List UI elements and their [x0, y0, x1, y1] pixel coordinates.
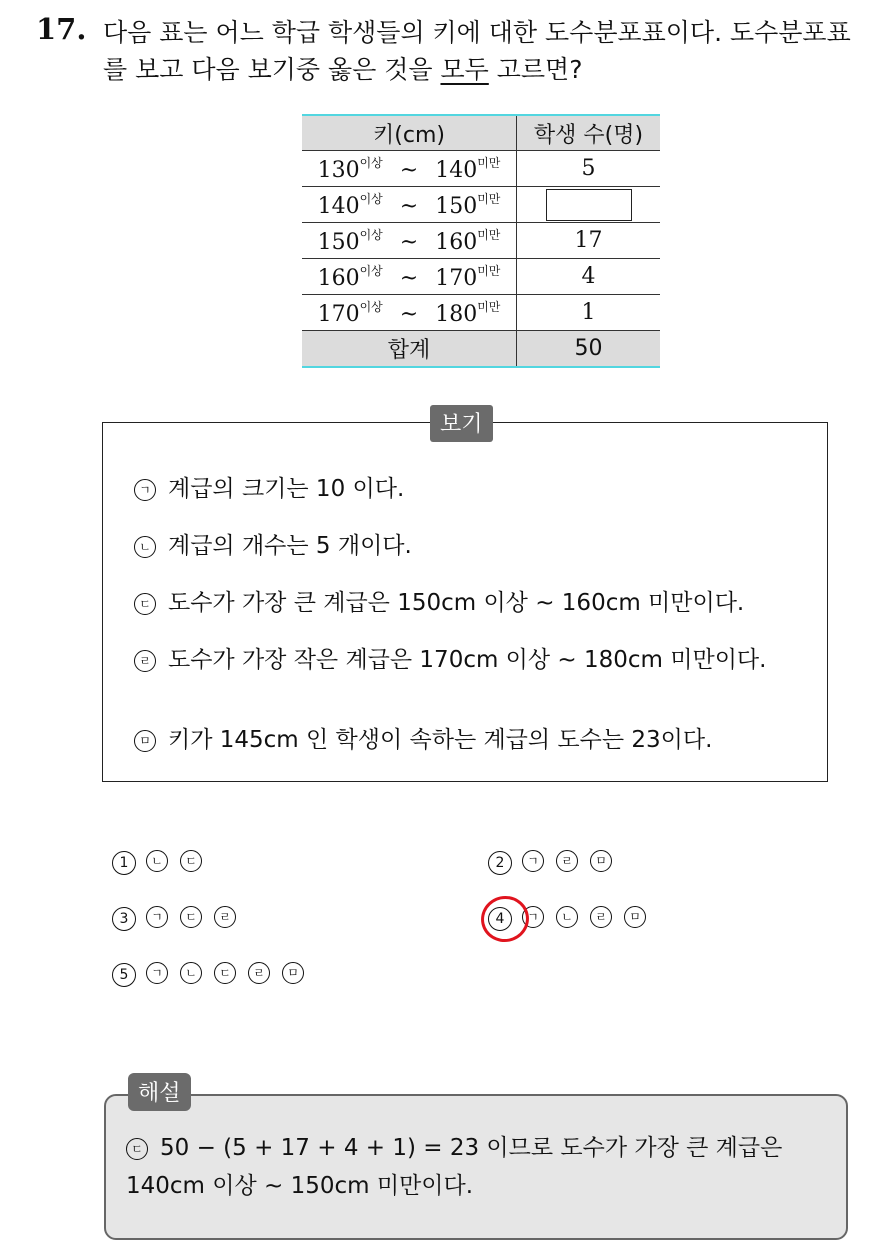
class-interval — [302, 187, 517, 223]
header-height: 키(cm) — [302, 115, 517, 151]
class-interval — [302, 259, 517, 295]
question-text-part: 고르면? — [488, 55, 583, 84]
statement-mark: ㄱ — [134, 479, 156, 501]
choice-mark: ㅁ — [624, 906, 646, 928]
total-label: 합계 — [302, 331, 517, 368]
choice-mark: ㄴ — [180, 962, 202, 984]
answer-choice[interactable] — [488, 848, 624, 875]
statement-text: 계급의 크기는 10 이다. — [168, 476, 405, 502]
statement-text: 키가 145cm 인 학생이 속하는 계급의 도수는 23이다. — [168, 727, 713, 753]
interval-to: 180 — [435, 302, 478, 327]
choice-mark: ㄹ — [248, 962, 270, 984]
choice-number: 3 — [112, 907, 136, 931]
choice-mark: ㄴ — [556, 906, 578, 928]
statement-text: 도수가 가장 큰 계급은 150cm 이상 ~ 160cm 미만이다. — [168, 590, 745, 616]
answer-choice[interactable] — [112, 904, 248, 931]
bogi-statement — [134, 643, 794, 677]
answer-choice[interactable] — [112, 960, 316, 987]
choice-number: 1 — [112, 851, 136, 875]
header-count: 학생 수(명) — [517, 115, 661, 151]
bogi-title: 보기 — [430, 405, 493, 442]
interval-sup-to: 미만 — [477, 156, 501, 170]
student-count — [517, 187, 661, 223]
interval-sup-from: 이상 — [359, 264, 383, 278]
student-count: 4 — [517, 259, 661, 295]
table-row — [302, 259, 660, 295]
choice-number: 5 — [112, 963, 136, 987]
choice-mark: ㄱ — [522, 850, 544, 872]
choice-mark: ㄹ — [590, 906, 612, 928]
answer-choice[interactable] — [112, 848, 214, 875]
choice-number: 4 — [488, 907, 512, 931]
statement-text: 도수가 가장 작은 계급은 170cm 이상 ~ 180cm 미만이다. — [168, 647, 767, 673]
frequency-table — [302, 114, 660, 368]
choice-mark: ㄱ — [146, 906, 168, 928]
interval-to: 140 — [435, 158, 478, 183]
interval-sup-from: 이상 — [359, 300, 383, 314]
bogi-statement — [134, 723, 794, 757]
interval-tilde: ~ — [399, 302, 419, 327]
class-interval — [302, 223, 517, 259]
interval-to: 170 — [435, 266, 478, 291]
interval-from: 160 — [317, 266, 360, 291]
explanation-text — [126, 1129, 826, 1205]
interval-sup-to: 미만 — [477, 192, 501, 206]
table-row — [302, 151, 660, 187]
interval-sup-from: 이상 — [359, 156, 383, 170]
interval-from: 150 — [317, 230, 360, 255]
class-interval — [302, 295, 517, 331]
choice-mark: ㅁ — [282, 962, 304, 984]
statement-mark: ㄴ — [134, 536, 156, 558]
table-row — [302, 223, 660, 259]
choice-mark: ㄹ — [556, 850, 578, 872]
explanation-mark: ㄷ — [126, 1138, 148, 1160]
interval-sup-from: 이상 — [359, 192, 383, 206]
student-count: 17 — [517, 223, 661, 259]
interval-sup-from: 이상 — [359, 228, 383, 242]
interval-to: 160 — [435, 230, 478, 255]
interval-to: 150 — [435, 194, 478, 219]
statement-mark: ㅁ — [134, 730, 156, 752]
interval-tilde: ~ — [399, 266, 419, 291]
student-count: 5 — [517, 151, 661, 187]
underlined-word: 모두 — [440, 55, 489, 84]
table-row — [302, 187, 660, 223]
choice-mark: ㄷ — [180, 906, 202, 928]
question-text-part: 다음 표는 어느 학급 학생들의 키에 대한 도수분포표이다. 도수분포표를 보고 다음 보기중 옳은 것을 — [103, 18, 851, 84]
question-number: 17. — [36, 12, 87, 46]
blank-answer-box — [546, 189, 632, 221]
choice-mark: ㄷ — [214, 962, 236, 984]
choice-number: 2 — [488, 851, 512, 875]
interval-tilde: ~ — [399, 194, 419, 219]
interval-sup-to: 미만 — [477, 228, 501, 242]
student-count: 1 — [517, 295, 661, 331]
table-row — [302, 295, 660, 331]
choice-mark: ㄷ — [180, 850, 202, 872]
choice-mark: ㅁ — [590, 850, 612, 872]
interval-tilde: ~ — [399, 158, 419, 183]
choice-mark: ㄱ — [522, 906, 544, 928]
interval-sup-to: 미만 — [477, 264, 501, 278]
interval-from: 140 — [317, 194, 360, 219]
interval-tilde: ~ — [399, 230, 419, 255]
total-value: 50 — [517, 331, 661, 368]
question-text — [103, 14, 873, 88]
bogi-statement — [134, 529, 794, 563]
explanation-body: 50 − (5 + 17 + 4 + 1) = 23 이므로 도수가 가장 큰 계급은 140cm 이상 ~ 150cm 미만이다. — [126, 1135, 783, 1199]
class-interval — [302, 151, 517, 187]
bogi-statement — [134, 472, 794, 506]
choice-mark: ㄱ — [146, 962, 168, 984]
explanation-title: 해설 — [128, 1073, 191, 1111]
bogi-statement — [134, 586, 794, 620]
statement-mark: ㄷ — [134, 593, 156, 615]
answer-circle-mark — [477, 892, 534, 947]
interval-sup-to: 미만 — [477, 300, 501, 314]
interval-from: 170 — [317, 302, 360, 327]
choice-mark: ㄴ — [146, 850, 168, 872]
interval-from: 130 — [317, 158, 360, 183]
choice-mark: ㄹ — [214, 906, 236, 928]
statement-text: 계급의 개수는 5 개이다. — [168, 533, 412, 559]
statement-mark: ㄹ — [134, 650, 156, 672]
